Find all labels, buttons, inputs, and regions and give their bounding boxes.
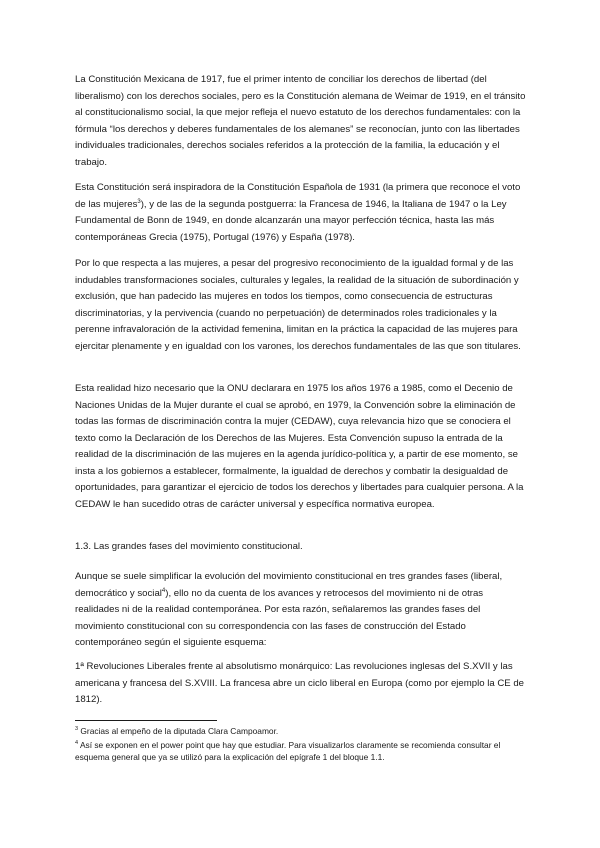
paragraph-onu-cedaw: Esta realidad hizo necesario que la ONU declarara en 1975 los años 1976 a 1985, como el Decenio de Naciones Unidas de la Mujer durante el cual se aprobó, en 1979, la Convención sobre la eliminación de todas las formas de discriminación contra la mujer (CEDAW), cuya relevancia hizo que se conociera el texto como la Declaración de los Derechos de las Mujeres. Esta Convención supuso la entrada de la realidad de la discriminación de las mujeres en la agenda jurídico-política y, a partir de ese momento, se insta a los gobiernos a establecer, formalmente, la igualdad de derechos y combatir la desigualdad de oportunidades, para garantizar el ejercicio de todos los derechos y libertades para cualquier persona. A la CEDAW le han sucedido otras de carácter universal y específica normativa europea. [75,383,524,510]
footnote-separator [75,720,217,721]
paragraph-text-before-note: Esta Constitución será inspiradora de la Constitución Española de 1931 (la primera que reconoce el voto de las mujeres [75,182,521,210]
section-heading: 1.3. Las grandes fases del movimiento constitucional. [75,541,303,552]
footnote-text: Gracias al empeño de la diputada Clara Campoamor. [80,726,279,736]
footnote-ref-4: 4 [161,587,166,594]
paragraph-liberal-revolutions: 1ª Revoluciones Liberales frente al absolutismo monárquico: Las revoluciones inglesas del S.XVII y las americana y francesa del S.XVIII. La francesa abre un ciclo liberal en Europa (como por ejemplo la CE de 1812). [75,661,525,705]
footnote-3 [75,726,526,738]
footnote-number: 3 [75,726,79,733]
paragraph-text-after-note: ), y de las de la segunda postguerra: la Francesa de 1946, la Italiana de 1947 o la Ley Fundamental de Bonn de 1949, en donde alcanzarán una mayor perfección técnica, hasta las más contemporáneas Grecia (1975), Portugal (1976) y España (1978). [75,198,507,243]
paragraph-women-equality: Por lo que respecta a las mujeres, a pesar del progresivo reconocimiento de la igualdad formal y de las indudables transformaciones sociales, culturales y legales, la realidad de la situación de subordinación y exclusión, que han padecido las mujeres en todos los tiempos, como consecuencia de estructuras discriminatorias, y la pervivencia (cuando no perpetuación) de determinados roles tradicionales y la perenne infravaloración de la actividad femenina, limitan en la práctica la capacidad de las mujeres para ejercitar plenamente y en igualdad con los varones, los derechos fundamentales de las que son titulares. [75,258,521,352]
paragraph-constitutional-phases [75,569,526,652]
paragraph-spanish-constitution [75,180,526,246]
footnote-4 [75,740,526,763]
footnote-ref-3: 3 [137,198,141,205]
footnote-text: Así se exponen en el power point que hay que estudiar. Para visualizarlos claramente se recomienda consultar el esquema general que ya se utilizó para la explicación del epígrafe 1 del bloque 1.1. [75,740,501,762]
paragraph-mexican-weimar: La Constitución Mexicana de 1917, fue el primer intento de conciliar los derechos de libertad (del liberalismo) con los derechos sociales, pero es la Constitución alemana de Weimar de 1919, en el tránsito al constitucionalismo social, la que mejor refleja el nuevo estatuto de los derechos fundamentales: con la fórmula “los derechos y deberes fundamentales de los alemanes” se reconocían, junto con las libertades individuales tradicionales, derechos sociales referidos a la protección de la familia, la educación y el trabajo. [75,74,526,168]
paragraph-text-before-note: Aunque se suele simplificar la evolución del movimiento constitucional en tres grandes fases (liberal, democrático y social [75,571,503,599]
paragraph-text-after-note: ), ello no da cuenta de los avances y retrocesos del movimiento ni de otras realidades ni de la realidad contemporánea. Por esta razón, señalaremos las grandes fases del movimiento constitucional con su correspondencia con las fases de construcción del Estado contemporáneo según el siguiente esquema: [75,587,484,648]
footnote-number: 4 [75,740,79,747]
